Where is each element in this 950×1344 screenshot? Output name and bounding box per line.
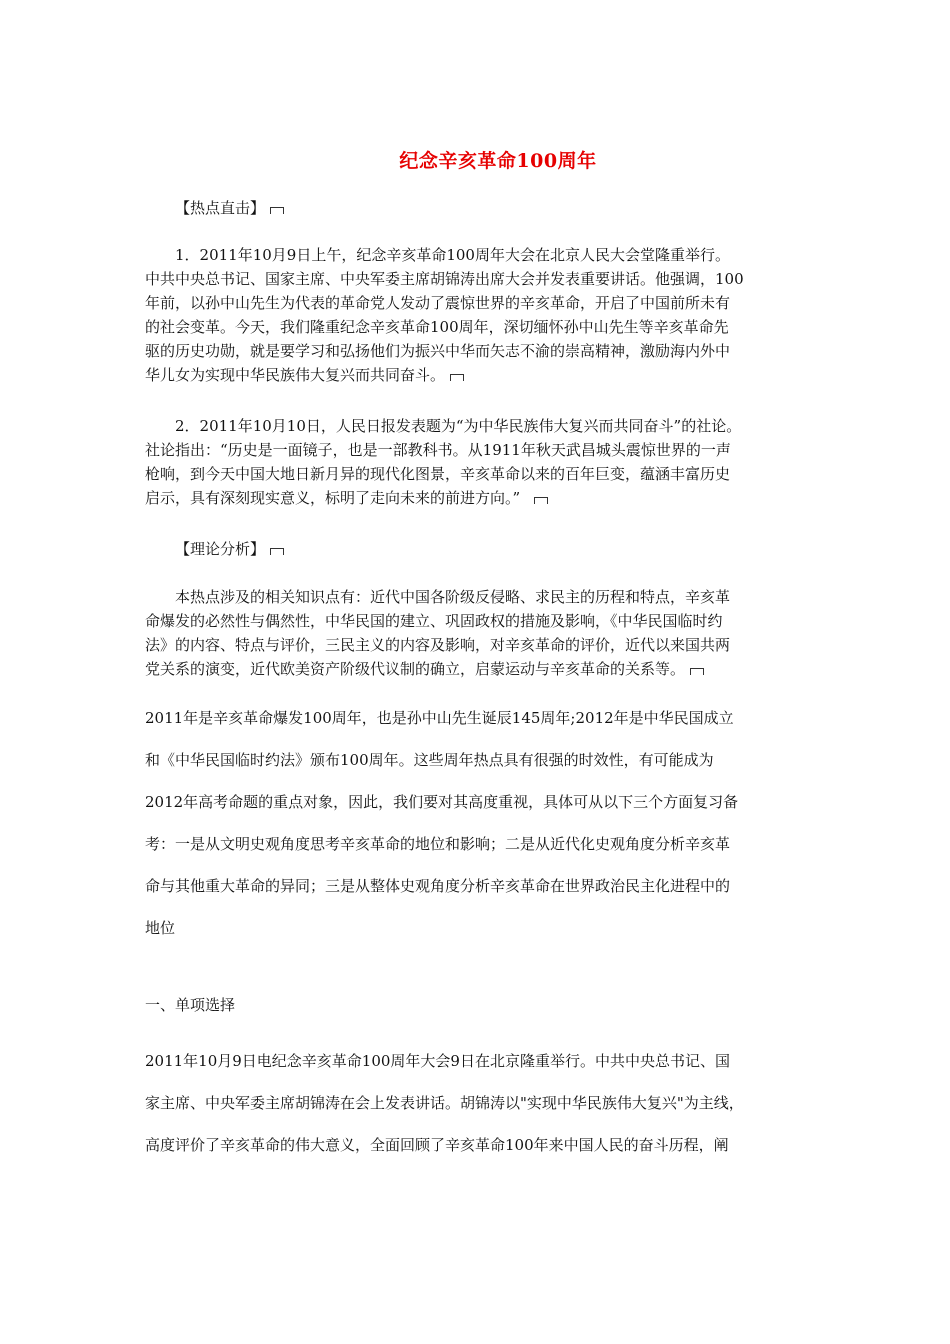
para4-line: 2012年高考命题的重点对象，因此，我们要对其高度重视，具体可从以下三个方面复习备 (145, 793, 739, 811)
para1-line-last (145, 363, 810, 387)
para4-line: 地位 (145, 919, 176, 937)
para5-line: 2011年10月9日电纪念辛亥革命100周年大会9日在北京隆重举行。中共中央总书记、国 (145, 1052, 730, 1070)
para2-line-last (145, 486, 810, 510)
para2-line: 枪响，到今天中国大地日新月异的现代化图景，辛亥革命以来的百年巨变，蕴涵丰富历史 (145, 465, 731, 483)
para5-line: 家主席、中央军委主席胡锦涛在会上发表讲话。胡锦涛以"实现中华民族伟大复兴"为主线， (145, 1094, 744, 1112)
para3-line-text: 党关系的演变，近代欧美资产阶级代议制的确立，启蒙运动与辛亥革命的关系等。 (145, 660, 686, 678)
paragraph-3 (145, 585, 810, 681)
para1-line: 的社会变革。今天，我们隆重纪念辛亥革命100周年，深切缅怀孙中山先生等辛亥革命先 (145, 318, 729, 336)
para2-line: 社论指出：“历史是一面镜子，也是一部教科书。从1911年秋天武昌城头震惊世界的一声 (145, 441, 731, 459)
para1-line: 1．2011年10月9日上午，纪念辛亥革命100周年大会在北京人民大会堂隆重举行。 (175, 246, 730, 264)
para3-line-last (145, 657, 810, 681)
theory-heading (175, 537, 284, 561)
question-section-heading (145, 984, 810, 1026)
hotspot-heading-text: 【热点直击】 (175, 199, 266, 217)
para4-line: 命与其他重大革命的异同；三是从整体史观角度分析辛亥革命在世界政治民主化进程中的 (145, 877, 731, 895)
para4-line: 2011年是辛亥革命爆发100周年，也是孙中山先生诞辰145周年;2012年是中华民国成立 (145, 709, 734, 727)
para2-line: 2．2011年10月10日，人民日报发表题为“为中华民族伟大复兴而共同奋斗”的社论。 (175, 417, 742, 435)
para1-line: 年前，以孙中山先生为代表的革命党人发动了震惊世界的辛亥革命，开启了中国前所未有 (145, 294, 731, 312)
para4-line: 和《中华民国临时约法》颁布100周年。这些周年热点具有很强的时效性，有可能成为 (145, 751, 714, 769)
paragraph-mark-icon (690, 668, 704, 675)
paragraph-mark-icon (270, 207, 284, 214)
theory-heading-text: 【理论分析】 (175, 540, 266, 558)
para5-line: 高度评价了辛亥革命的伟大意义，全面回顾了辛亥革命100年来中国人民的奋斗历程，阐 (145, 1136, 729, 1154)
para3-line: 本热点涉及的相关知识点有：近代中国各阶级反侵略、求民主的历程和特点，辛亥革 (175, 588, 731, 606)
para1-line-text: 华儿女为实现中华民族伟大复兴而共同奋斗。 (145, 366, 446, 384)
paragraph-2 (145, 414, 810, 510)
paragraph-4 (145, 697, 810, 949)
para4-line: 考：一是从文明史观角度思考辛亥革命的地位和影响；二是从近代化史观角度分析辛亥革 (145, 835, 731, 853)
paragraph-1 (145, 243, 810, 387)
para3-line: 法》的内容、特点与评价，三民主义的内容及影响，对辛亥革命的评价，近代以来国共两 (145, 636, 731, 654)
para2-line-text: 启示，具有深刻现实意义，标明了走向未来的前进方向。” (145, 489, 521, 507)
paragraph-5 (145, 1040, 810, 1166)
para1-line: 中共中央总书记、国家主席、中央军委主席胡锦涛出席大会并发表重要讲话。他强调，100 (145, 270, 744, 288)
para1-line: 驱的历史功勋，就是要学习和弘扬他们为振兴中华而矢志不渝的崇高精神，激励海内外中 (145, 342, 731, 360)
paragraph-mark-icon (450, 374, 464, 381)
paragraph-mark-icon (270, 548, 284, 555)
document-title: 纪念辛亥革命100周年 (399, 150, 597, 172)
para3-line: 命爆发的必然性与偶然性，中华民国的建立、巩固政权的措施及影响，《中华民国临时约 (145, 612, 723, 630)
hotspot-heading (175, 196, 284, 220)
paragraph-mark-icon (534, 497, 548, 504)
question-section-text: 一、单项选择 (145, 996, 236, 1014)
